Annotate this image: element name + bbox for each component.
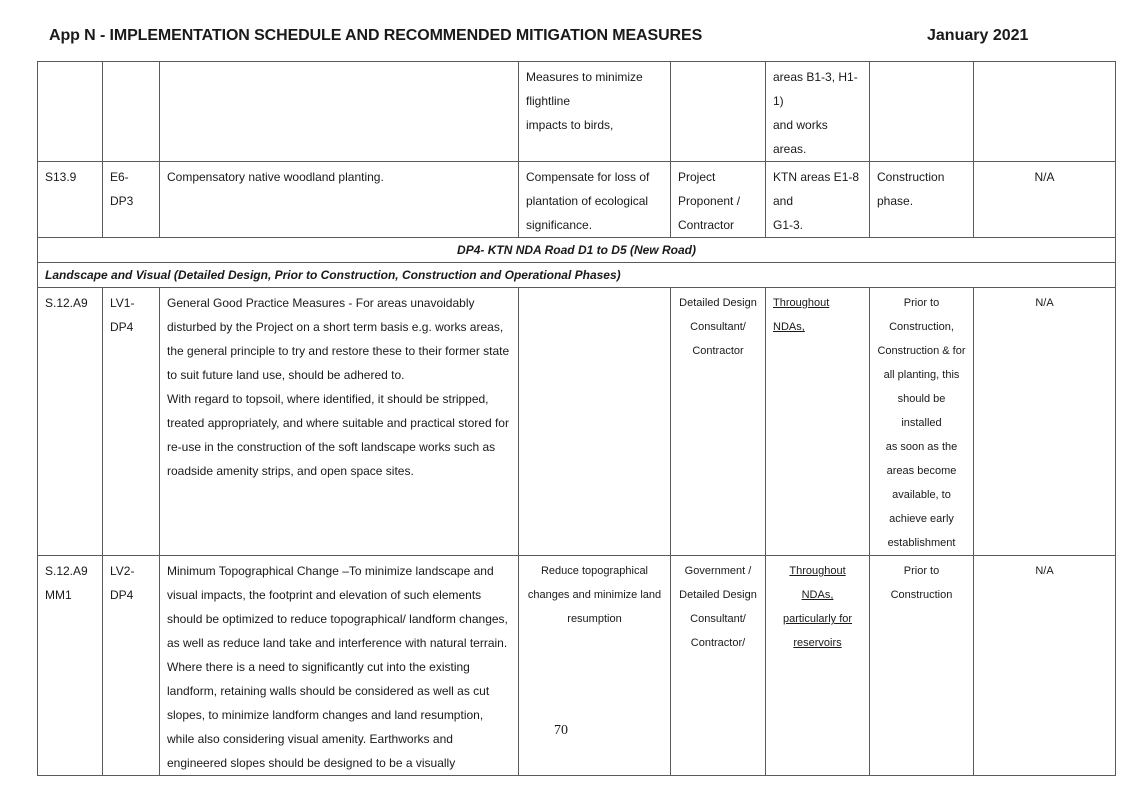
measure-cell: Compensatory native woodland planting. — [160, 162, 519, 238]
ref-cell — [38, 62, 103, 162]
code-cell: LV1- DP4 — [103, 288, 160, 556]
location-cell: Throughout NDAs, — [766, 288, 870, 556]
objective-cell: Measures to minimize flightline impacts to birds, — [519, 62, 671, 162]
code-cell: E6-DP3 — [103, 162, 160, 238]
timing-cell — [870, 62, 974, 162]
agent-cell: Government / Detailed Design Consultant/ Contractor/ — [671, 556, 766, 776]
objective-cell — [519, 288, 671, 556]
location-cell: areas B1-3, H1- 1) and works areas. — [766, 62, 870, 162]
requirements-cell: N/A — [974, 162, 1116, 238]
document-date: January 2021 — [927, 27, 1029, 44]
table-row — [38, 556, 1116, 776]
objective-cell: Reduce topographical changes and minimize land resumption — [519, 556, 671, 776]
subsection-heading-row — [38, 263, 1116, 288]
requirements-cell — [974, 62, 1116, 162]
document-title: App N - IMPLEMENTATION SCHEDULE AND RECOMMENDED MITIGATION MEASURES — [49, 27, 703, 44]
objective-cell: Compensate for loss of plantation of ecological significance. — [519, 162, 671, 238]
code-cell — [103, 62, 160, 162]
table-row — [38, 62, 1116, 162]
requirements-cell: N/A — [974, 556, 1116, 776]
agent-cell: Project Proponent / Contractor — [671, 162, 766, 238]
agent-cell: Detailed Design Consultant/ Contractor — [671, 288, 766, 556]
code-cell: LV2- DP4 — [103, 556, 160, 776]
requirements-cell: N/A — [974, 288, 1116, 556]
measure-cell: General Good Practice Measures - For areas unavoidably disturbed by the Project on a short term basis e.g. works areas, the general principle to try and restore these to their former state to suit future land use, should be adhered to. With regard to topsoil, where identified, it should be stripped, treated appropriately, and where suitable and practical stored for re-use in the construction of the soft landscape works such as roadside amenity strips, and open space sites. — [160, 288, 519, 556]
location-cell: Throughout NDAs, particularly for reservoirs — [766, 556, 870, 776]
timing-cell: Prior to Construction — [870, 556, 974, 776]
measure-cell — [160, 62, 519, 162]
ref-cell: S13.9 — [38, 162, 103, 238]
ref-cell: S.12.A9 MM1 — [38, 556, 103, 776]
subsection-title: Landscape and Visual (Detailed Design, Prior to Construction, Construction and Operational Phases) — [38, 263, 1116, 288]
implementation-schedule-table — [37, 61, 1116, 776]
page-number: 70 — [554, 723, 568, 738]
section-title: DP4- KTN NDA Road D1 to D5 (New Road) — [38, 238, 1116, 263]
ref-cell: S.12.A9 — [38, 288, 103, 556]
location-cell: KTN areas E1-8 and G1-3. — [766, 162, 870, 238]
agent-cell — [671, 62, 766, 162]
timing-cell: Prior to Construction, Construction & for all planting, this should be installed as soon as the areas become available, to achieve early establishment — [870, 288, 974, 556]
measure-cell: Minimum Topographical Change –To minimize landscape and visual impacts, the footprint and elevation of such elements should be optimized to reduce topographical/ landform changes, as well as reduce land take and interference with natural terrain. Where there is a need to significantly cut into the existing landform, retaining walls should be considered as well as cut slopes, to minimize landform changes and land resumption, while also considering visual amenity. Earthworks and engineered slopes should be designed to be a visually — [160, 556, 519, 776]
section-heading-row — [38, 238, 1116, 263]
timing-cell: Construction phase. — [870, 162, 974, 238]
table-row — [38, 288, 1116, 556]
table-row — [38, 162, 1116, 238]
